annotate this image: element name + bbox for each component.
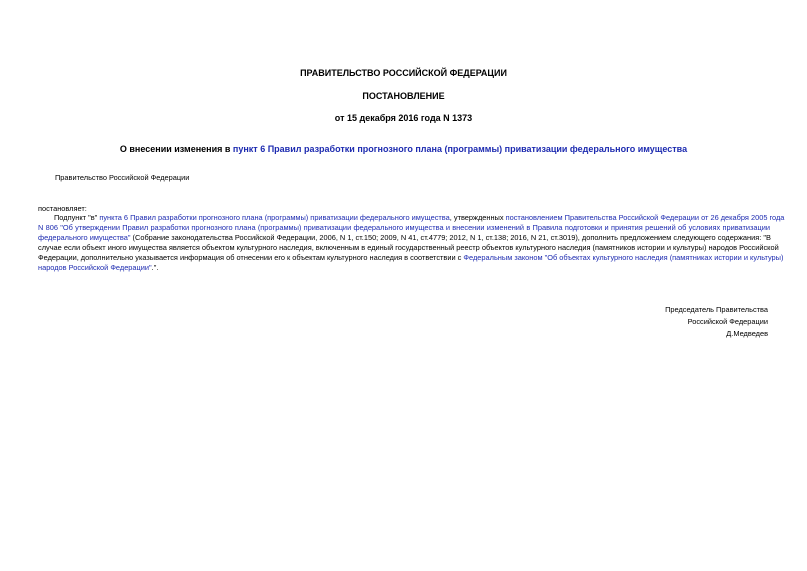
paragraph-text-b: , утвержденных: [449, 213, 506, 222]
paragraph-line-4: [38, 243, 779, 253]
paragraph-link-resolution[interactable]: постановлением Правительства Российской Федерации от 26 декабря 2005 года: [505, 213, 785, 222]
paragraph-link-federal-law-end[interactable]: народов Российской Федерации": [38, 263, 152, 272]
title-prefix: О внесении изменения в: [119, 144, 233, 154]
paragraph-link-resolution-end[interactable]: федерального имущества": [38, 233, 131, 242]
paragraph-line-3: [38, 233, 770, 243]
government-heading: ПРАВИТЕЛЬСТВО РОССИЙСКОЙ ФЕДЕРАЦИИ: [300, 68, 507, 78]
paragraph-link-federal-law[interactable]: Федеральным законом "Об объектах культурного наследия (памятниках истории и культуры): [463, 253, 784, 262]
paragraph-line-5: [38, 253, 784, 263]
document-type: ПОСТАНОВЛЕНИЕ: [362, 91, 445, 101]
paragraph-text-c: (Собрание законодательства Российской Федерации, 2006, N 1, ст.150; 2009, N 41, ст.4779; 2012, N 1, ст.138; 2016, N 21, ст.3019), дополнить предложением следующего содержания: "В: [130, 233, 771, 242]
paragraph-line-2: [38, 223, 770, 233]
signature-block: [665, 304, 768, 340]
document-date-number: от 15 декабря 2016 года N 1373: [334, 113, 473, 123]
signature-position: Председатель Правительства: [665, 305, 768, 314]
paragraph-text-d: случае если объект иного имущества является объектом культурного наследия, включенным в единый государственный реестр объектов культурного наследия (памятников истории и культуры) народов Российской: [38, 243, 779, 252]
document-title: [0, 144, 807, 154]
paragraph-text-a: Подпункт "в": [54, 213, 100, 222]
signature-organization: Российской Федерации: [687, 317, 768, 326]
resolves-label: постановляет:: [38, 204, 87, 213]
paragraph-link-resolution-cont[interactable]: N 806 "Об утверждении Правил разработки прогнозного плана (программы) приватизации федерального имущества и внесении изменений в Правила подготовки и принятия решений об условиях приватизации: [38, 223, 770, 232]
paragraph-link-rules[interactable]: пункта 6 Правил разработки прогнозного плана (программы) приватизации федерального имущества: [99, 213, 450, 222]
title-link[interactable]: пункт 6 Правил разработки прогнозного плана (программы) приватизации федерального имущества: [232, 144, 688, 154]
paragraph-line-6: [38, 263, 158, 273]
paragraph-line-1: [38, 213, 785, 223]
paragraph-text-f: .".: [151, 263, 159, 272]
signature-name: Д.Медведев: [726, 329, 768, 338]
preamble: Правительство Российской Федерации: [55, 173, 190, 182]
paragraph-text-e: Федерации, дополнительно указывается информация об отнесении его к объектам культурного наследия в соответствии с: [38, 253, 464, 262]
